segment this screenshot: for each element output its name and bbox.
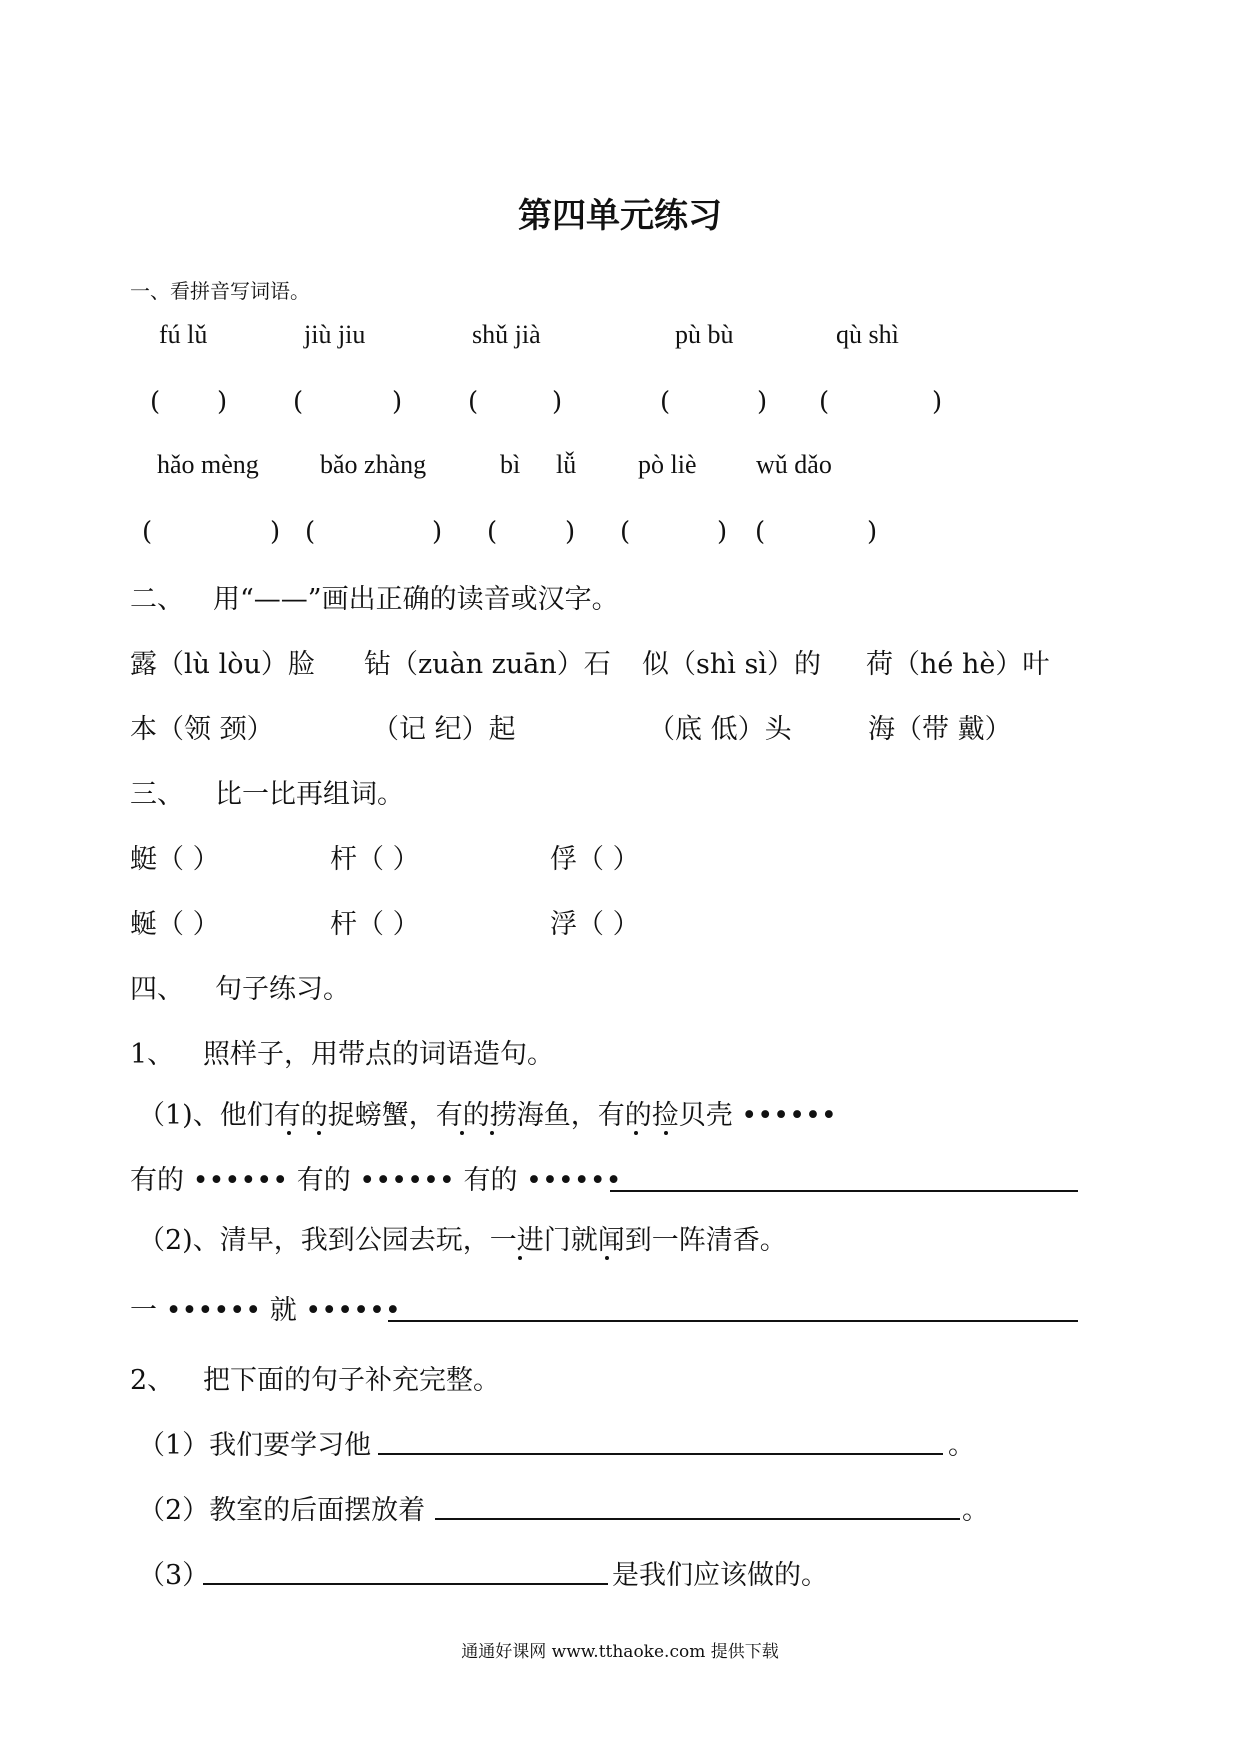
emphasis-dot <box>634 1131 638 1135</box>
compare-item: 杆（ ） <box>330 909 420 940</box>
pinyin-bi: bì <box>500 450 521 479</box>
pinyin-haomeng: hǎo mèng <box>157 450 259 479</box>
answer-paren-close: ) <box>757 387 768 417</box>
fill-sentence-1-prefix: （1）我们要学习他 <box>138 1430 372 1461</box>
compare-item: 浮（ ） <box>550 909 640 940</box>
fill-sentence-2-prefix: （2）教室的后面摆放着 <box>138 1495 426 1526</box>
pinyin-polie: pò liè <box>638 450 697 479</box>
answer-paren-close: ) <box>867 517 878 547</box>
choice-item: （底 低）头 <box>648 714 792 745</box>
pinyin-jiujiu: jiù jiu <box>304 320 366 349</box>
question1-number: 1、 <box>130 1039 175 1070</box>
answer-paren-open: ( <box>468 387 479 417</box>
question2-text: 把下面的句子补充完整。 <box>203 1365 500 1396</box>
pinyin-fulu: fú lǔ <box>159 320 208 349</box>
section3-heading: 比一比再组词。 <box>215 779 404 810</box>
answer-paren-open: ( <box>293 387 304 417</box>
example2-sentence: （2)、清早，我到公园去玩，一进门就闻到一阵清香。 <box>138 1225 787 1256</box>
choice-item: 海（带 戴） <box>868 714 1012 745</box>
answer-paren-open: ( <box>487 517 498 547</box>
choice-item: 荷（hé hè）叶 <box>866 649 1050 680</box>
answer-paren-open: ( <box>819 387 830 417</box>
page-title: 第四单元练习 <box>518 196 722 236</box>
answer-paren-close: ) <box>717 517 728 547</box>
compare-item: 杆（ ） <box>330 844 420 875</box>
fill-sentence-3-prefix: （3） <box>138 1560 210 1591</box>
section4-heading: 句子练习。 <box>215 974 350 1005</box>
emphasis-dot <box>605 1256 609 1260</box>
emphasis-dot <box>317 1131 321 1135</box>
question2-number: 2、 <box>130 1365 175 1396</box>
emphasis-dot <box>664 1131 668 1135</box>
answer-paren-open: ( <box>150 387 161 417</box>
pinyin-pubu: pù bù <box>675 320 734 349</box>
compare-item: 蜓（ ） <box>130 844 220 875</box>
compare-item: 蜒（ ） <box>130 909 220 940</box>
answer-paren-close: ) <box>217 387 228 417</box>
choice-item: 似（shì sì）的 <box>642 649 821 680</box>
emphasis-dot <box>490 1131 494 1135</box>
section3-number: 三、 <box>130 779 184 810</box>
answer-paren-open: ( <box>620 517 631 547</box>
emphasis-dot <box>518 1256 522 1260</box>
choice-item: 本（领 颈） <box>130 714 274 745</box>
choice-item: 钻（zuàn zuān）石 <box>364 649 611 680</box>
section2-heading: 用“——”画出正确的读音或汉字。 <box>213 584 619 615</box>
example1-pattern: 有的 •••••• 有的 •••••• 有的 •••••• <box>130 1165 622 1196</box>
footer-text: 通通好课网 www.tthaoke.com 提供下载 <box>461 1642 779 1662</box>
answer-paren-close: ) <box>432 517 443 547</box>
answer-paren-open: ( <box>660 387 671 417</box>
pinyin-shujia: shǔ jià <box>472 320 541 349</box>
answer-paren-close: ) <box>270 517 281 547</box>
fill-sentence-1-suffix: 。 <box>948 1430 975 1461</box>
answer-line[interactable] <box>203 1583 608 1585</box>
answer-paren-close: ) <box>392 387 403 417</box>
pinyin-baozhang: bǎo zhàng <box>320 450 427 479</box>
choice-item: （记 纪）起 <box>372 714 516 745</box>
answer-paren-close: ) <box>552 387 563 417</box>
section4-number: 四、 <box>130 974 184 1005</box>
section2-number: 二、 <box>130 584 184 615</box>
choice-item: 露（lù lòu）脸 <box>130 649 315 680</box>
fill-sentence-2-suffix: 。 <box>962 1495 989 1526</box>
example1-sentence: （1)、他们有的捉螃蟹，有的捞海鱼，有的捡贝壳 •••••• <box>138 1100 837 1131</box>
answer-line[interactable] <box>610 1190 1078 1192</box>
compare-item: 俘（ ） <box>550 844 640 875</box>
pinyin-qushi: qù shì <box>836 320 899 349</box>
answer-paren-close: ) <box>565 517 576 547</box>
pinyin-lu: lǚ <box>556 450 577 479</box>
fill-sentence-3-suffix: 是我们应该做的。 <box>612 1560 828 1591</box>
answer-line[interactable] <box>435 1518 960 1520</box>
answer-paren-close: ) <box>932 387 943 417</box>
answer-paren-open: ( <box>142 517 153 547</box>
answer-paren-open: ( <box>305 517 316 547</box>
emphasis-dot <box>287 1131 291 1135</box>
answer-paren-open: ( <box>755 517 766 547</box>
section1-heading: 一、看拼音写词语。 <box>130 279 310 303</box>
answer-line[interactable] <box>388 1320 1078 1322</box>
question1-text: 照样子，用带点的词语造句。 <box>203 1039 554 1070</box>
answer-line[interactable] <box>378 1453 943 1455</box>
pinyin-wudao: wǔ dǎo <box>756 450 832 479</box>
emphasis-dot <box>460 1131 464 1135</box>
example2-pattern: 一 •••••• 就 •••••• <box>130 1295 401 1326</box>
